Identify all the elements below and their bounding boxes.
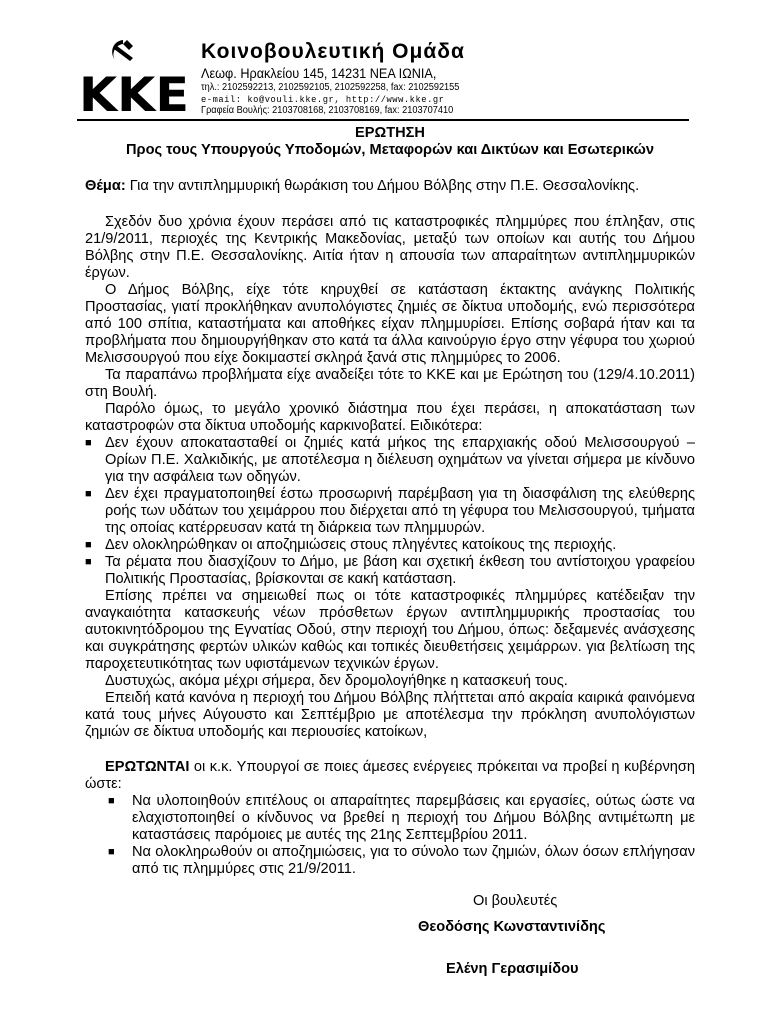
paragraph: Ο Δήμος Βόλβης, είχε τότε κηρυχθεί σε κατάσταση έκτακτης ανάγκης Πολιτικής Προστασίας, γιατί προκλήθηκαν ανυπολόγιστες ζημιές σε δίκτυα υποδομής, ενώ περισσότερα από 100 σπίτια, καταστήματα και αποθήκες είχαν πλημμυρίσει. Επίσης σοβαρά ήταν και τα προβλήματα που δημιουργήθηκαν στο κατά τα άλλα καινούργιο έργο στην γέφυρα του χωριού Μελισσουργού που είχε δοκιμαστεί σκληρά ξανά στις πλημμύρες το 2006. bbox=[85, 282, 695, 366]
kke-logo bbox=[77, 38, 191, 112]
signer-name: Ελένη Γερασιμίδου bbox=[446, 961, 579, 977]
subject-label: Θέμα: bbox=[85, 178, 126, 194]
logo-text: KKE bbox=[79, 68, 189, 112]
org-address: Λεωφ. Ηρακλείου 145, 14231 ΝΕΑ ΙΩΝΙΑ, bbox=[201, 66, 437, 81]
doc-subject bbox=[85, 178, 695, 195]
bullet-icon: ■ bbox=[108, 846, 115, 858]
issue-item: ■ Δεν ολοκληρώθηκαν οι αποζημιώσεις στους πληγέντες κατοίκους της περιοχής. bbox=[85, 537, 617, 553]
questions-list bbox=[85, 793, 695, 878]
letterhead bbox=[77, 38, 687, 120]
document-body bbox=[85, 125, 695, 878]
org-offices: Γραφεία Βουλής: 2103708168, 2103708169, fax: 2103707410 bbox=[201, 105, 454, 116]
subject-text: Για την αντιπλημμυρική θωράκιση του Δήμου Βόλβης στην Π.Ε. Θεσσαλονίκης. bbox=[125, 178, 640, 194]
issue-item: ■ Δεν έχουν αποκατασταθεί οι ζημιές κατά μήκος της επαρχιακής οδού Μελισσουργού – Ορίων Π.Ε. Χαλκιδικής, με αποτέλεσμα η διέλευση οχημάτων να γίνεται σήμερα με κίνδυνο για την ασφάλεια των οδηγών. bbox=[85, 435, 695, 485]
org-email: e-mail: ko@vouli.kke.gr, http://www.kke.gr bbox=[201, 94, 445, 105]
doc-title: ΕΡΩΤΗΣΗ bbox=[355, 125, 425, 141]
signature-intro: Οι βουλευτές bbox=[473, 893, 558, 909]
question-intro bbox=[85, 759, 695, 793]
signer-name: Θεοδόσης Κωνσταντινίδης bbox=[418, 919, 606, 935]
paragraph: Επειδή κατά κανόνα η περιοχή του Δήμου Βόλβης πλήττεται από ακραία καιρικά φαινόμενα κατά τους μήνες Αύγουστο και Σεπτέμβριο με αποτέλεσμα την πρόκληση ανυπολόγιστων ζημιών σε δίκτυα υποδομής και περιουσίες κατοίκων, bbox=[85, 690, 695, 740]
question-item: ■ Να ολοκληρωθούν οι αποζημιώσεις, για το σύνολο των ζημιών, όλων όσων επλήγησαν από τις πλημμύρες στις 21/9/2011. bbox=[108, 844, 695, 877]
bullet-icon: ■ bbox=[85, 556, 92, 568]
paragraph: Παρόλο όμως, το μεγάλο χρονικό διάστημα που έχει περάσει, η αποκατάσταση των καταστροφών στα δίκτυα υποδομής καρκινοβατεί. Ειδικότερα: bbox=[85, 401, 695, 434]
issue-item: ■ Δεν έχει πραγματοποιηθεί έστω προσωρινή παρέμβαση για τη διασφάλιση της ελεύθερης ροής των υδάτων του χειμάρρου που διέρχεται από τη γέφυρα του Μελισσουργού, τμήματα της οποίας κατέρρευσαν κατά τη διάρκεια των πλημμυρών. bbox=[85, 486, 695, 536]
bullet-icon: ■ bbox=[85, 539, 92, 551]
issue-item: ■ Τα ρέματα που διασχίζουν το Δήμο, με βάση και σχετική έκθεση του αντίστοιχου γραφείου Πολιτικής Προστασίας, βρίσκονται σε κακή κατάσταση. bbox=[85, 554, 695, 587]
ask-label: ΕΡΩΤΩΝΤΑΙ bbox=[105, 759, 190, 775]
bullet-icon: ■ bbox=[85, 488, 92, 500]
header-divider bbox=[77, 119, 689, 121]
paragraph: Τα παραπάνω προβλήματα είχε αναδείξει τότε το ΚΚΕ και με Ερώτηση του (129/4.10.2011) στη Βουλή. bbox=[85, 367, 695, 400]
paragraph: Επίσης πρέπει να σημειωθεί πως οι τότε καταστροφικές πλημμύρες κατέδειξαν την αναγκαιότητα κατασκευής νέων πρόσθετων έργων αντιπλημμυρικής προστασίας του αυτοκινητόδρομου της Εγνατίας Οδού, στην περιοχή του Δήμου, όπως: δεξαμενές ανάσχεσης και συγκράτησης φερτών υλικών καθώς και τοπικές διευθετήσεις χειμάρρων. για βελτίωση της παροχετευτικότητας των υφιστάμενων τεχνικών έργων. bbox=[85, 588, 695, 672]
org-phones: τηλ.: 2102592213, 2102592105, 2102592258, fax: 2102592155 bbox=[201, 82, 460, 93]
issues-list bbox=[85, 435, 695, 588]
doc-recipients: Προς τους Υπουργούς Υποδομών, Μεταφορών και Δικτύων και Εσωτερικών bbox=[126, 142, 654, 158]
paragraph: Σχεδόν δυο χρόνια έχουν περάσει από τις καταστροφικές πλημμύρες που έπληξαν, στις 21/9/2011, περιοχές της Κεντρικής Μακεδονίας, μεταξύ των οποίων και αυτής του Δήμου Βόλβης στην Π.Ε. Θεσσαλονίκης. Αιτία ήταν η απουσία των απαραίτητων αντιπλημμυρικών έργων. bbox=[85, 214, 695, 281]
ask-text: οι κ.κ. Υπουργοί σε ποιες άμεσες ενέργειες πρόκειται να προβεί η κυβέρνηση ώστε: bbox=[85, 759, 695, 792]
bullet-icon: ■ bbox=[108, 795, 115, 807]
question-item: ■ Να υλοποιηθούν επιτέλους οι απαραίτητες παρεμβάσεις και εργασίες, ούτως ώστε να ελαχιστοποιηθεί ο κίνδυνος να βρεθεί η περιοχή του Δήμου Βόλβης αντιμέτωπη με καταστάσεις παρόμοιες με αυτές της 21ης Σεπτεμβρίου 2011. bbox=[108, 793, 695, 843]
org-title: Κοινοβουλευτική Ομάδα bbox=[201, 40, 465, 63]
bullet-icon: ■ bbox=[85, 437, 92, 449]
paragraph: Δυστυχώς, ακόμα μέχρι σήμερα, δεν δρομολογήθηκε η κατασκευή τους. bbox=[105, 673, 568, 689]
